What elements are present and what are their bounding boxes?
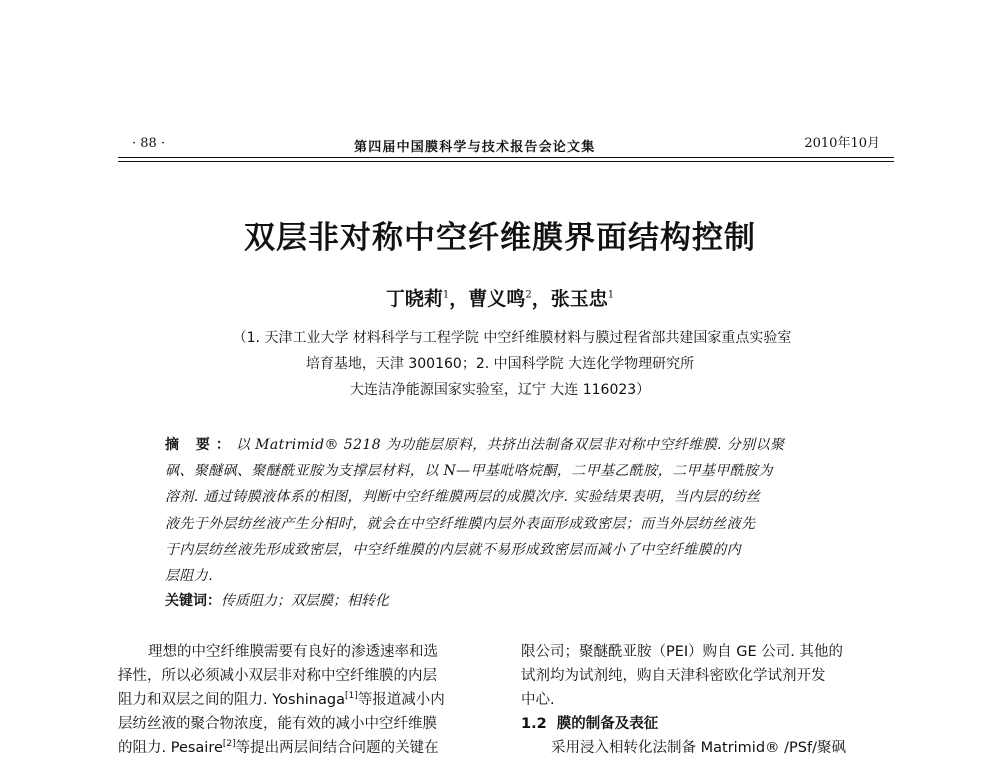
body-left-line-5-text: 的阻力. Pesaire (118, 740, 223, 756)
author-sep-2: ， (531, 288, 551, 310)
section-heading (521, 712, 901, 736)
publication-date: 2010年10月 (804, 136, 880, 151)
abstract-line-6: 层阻力. (165, 568, 214, 585)
body-right-line-3: 中心. (521, 692, 555, 708)
abstract-line-4: 液先于外层纺丝液产生分相时，就会在中空纤维膜内层外表面形成致密层；而当外层纺丝液先 (165, 515, 756, 532)
abstract-line-1 (165, 432, 855, 458)
conference-name: 第四届中国膜科学与技术报告会论文集 (354, 140, 596, 155)
header-rule-thick (118, 157, 894, 158)
body-left-line-5-tail: 等提出两层间结合问题的关键在 (235, 740, 439, 756)
author-1: 丁晓莉 (385, 288, 443, 310)
author-3: 张玉忠 (550, 288, 608, 310)
affiliation-line-2: 培育基地，天津 300160；2. 中国科学院 大连化学物理研究所 (305, 356, 695, 372)
page-number: · 88 · (132, 136, 166, 151)
body-left-line-2: 择性，所以必须减小双层非对称中空纤维膜的内层 (118, 668, 437, 684)
body-right-line-2: 试剂均为试剂纯，购自天津科密欧化学试剂开发 (521, 668, 826, 684)
body-column-right (521, 640, 901, 760)
keywords-label: 关键词： (165, 593, 221, 609)
abstract-text-1: 以 Matrimid® 5218 为功能层原料，共挤出法制备双层非对称中空纤维膜. 分别以聚 (235, 437, 785, 453)
abstract-label: 摘 要： (165, 437, 236, 453)
affiliation-line-3: 大连洁净能源国家实验室，辽宁 大连 116023） (349, 382, 651, 398)
author-sep-1: ， (449, 288, 469, 310)
body-right-line-1: 限公司；聚醚酰亚胺（PEI）购自 GE 公司. 其他的 (521, 644, 844, 660)
body-left-line-3-tail: 等报道减小内 (357, 692, 445, 708)
body-left-line-3-text: 阻力和双层之间的阻力. Yoshinaga (118, 692, 345, 708)
body-left-line-3 (118, 688, 498, 712)
abstract-line-2: 砜、聚醚砜、聚醚酰亚胺为支撑层材料，以 N—甲基吡咯烷酮，二甲基乙酰胺，二甲基甲酰胺为 (165, 463, 773, 480)
section-title: 膜的制备及表征 (556, 716, 659, 732)
body-left-line-1: 理想的中空纤维膜需要有良好的渗透速率和选 (148, 644, 438, 660)
running-header (118, 132, 894, 154)
paper-title: 双层非对称中空纤维膜界面结构控制 (244, 220, 756, 256)
section-number: 1.2 (521, 716, 547, 732)
keywords-text: 传质阻力；双层膜；相转化 (221, 593, 389, 609)
body-left-line-5 (118, 736, 498, 760)
header-rule-thin (118, 161, 894, 162)
author-2-affil: 2 (525, 289, 532, 301)
abstract-line-5: 于内层纺丝液先形成致密层，中空纤维膜的内层就不易形成致密层而减小了中空纤维膜的内 (165, 541, 741, 558)
abstract-line-3: 溶剂. 通过铸膜液体系的相图，判断中空纤维膜两层的成膜次序. 实验结果表明，当内层的纺丝 (165, 489, 761, 506)
citation-ref-2: [2] (222, 739, 236, 750)
body-right-line-5: 采用浸入相转化法制备 Matrimid® /PSf/聚砜 (551, 740, 846, 756)
author-2: 曹义鸣 (468, 288, 526, 310)
author-list (0, 284, 1000, 311)
body-column-left (118, 640, 498, 760)
abstract (165, 432, 855, 589)
body-left-line-4: 层纺丝液的聚合物浓度，能有效的减小中空纤维膜 (118, 716, 437, 732)
affiliation-line-1: （1. 天津工业大学 材料科学与工程学院 中空纤维膜材料与膜过程省部共建国家重点实验室 (232, 330, 792, 346)
author-3-affil: 1 (607, 289, 615, 301)
author-1-affil: 1 (442, 289, 450, 301)
keywords (165, 590, 389, 610)
citation-ref-1: [1] (344, 691, 358, 702)
